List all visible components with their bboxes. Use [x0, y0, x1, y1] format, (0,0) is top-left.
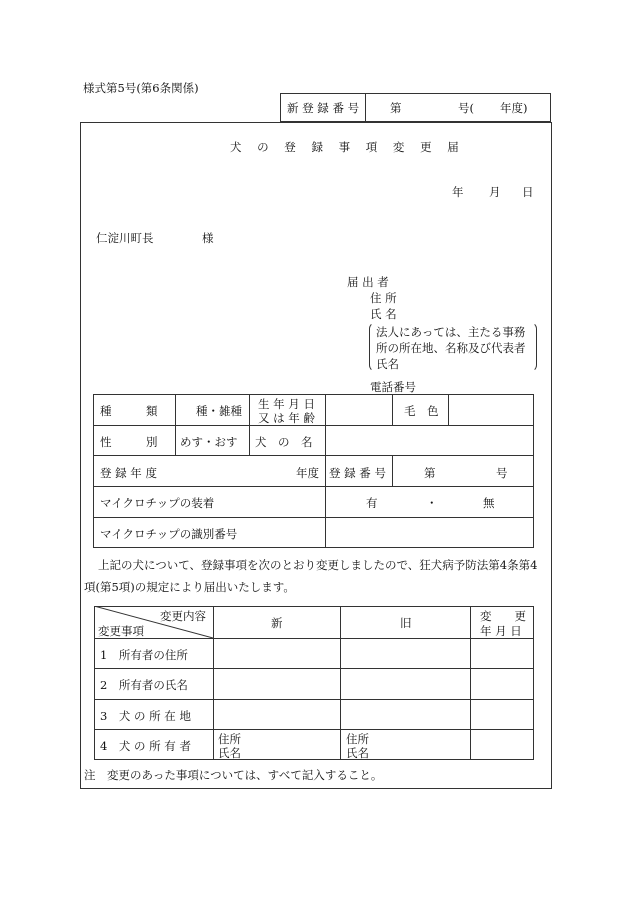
sex-label: 性 別: [100, 435, 158, 449]
change-date-label-2: 年 月 日: [480, 624, 522, 638]
reg-dai: 第: [390, 101, 402, 115]
old-column-label: 旧: [400, 616, 412, 630]
dog-name-label: 犬 の 名: [255, 435, 313, 449]
applicant-address-label: 住 所: [370, 291, 397, 305]
row-dog-owner: 4 犬 の 所 有 者: [100, 739, 191, 753]
form-title: 犬 の 登 録 事 項 変 更 届: [230, 140, 465, 154]
reg-nendo: 年度): [500, 101, 528, 115]
addressee-name: 仁淀川町長: [96, 231, 154, 245]
reg-number-go: 号: [496, 466, 508, 480]
addressee-sama: 様: [202, 231, 214, 245]
footnote: 注 変更のあった事項については、すべて記入すること。: [84, 768, 383, 782]
corp-note-line2: 所の所在地、名称及び代表者: [376, 341, 526, 355]
chip-yes: 有: [366, 496, 378, 510]
chip-no: 無: [483, 496, 495, 510]
date-month: 月: [489, 185, 501, 199]
old-address-label: 住所: [346, 732, 369, 746]
reg-go: 号(: [458, 101, 474, 115]
date-year: 年: [452, 185, 464, 199]
applicant-label: 届 出 者: [347, 275, 389, 289]
kind-label: 種 類: [100, 404, 158, 418]
chip-label: マイクロチップの装着: [100, 496, 215, 510]
birth-label-1: 生 年 月 日: [258, 397, 315, 411]
kind-value: 種・雑種: [196, 404, 242, 418]
birth-label-2: 又 は 年 齢: [258, 411, 315, 425]
change-date-label-1: 変 更: [480, 609, 526, 623]
new-column-label: 新: [271, 616, 283, 630]
new-name-label: 氏名: [218, 746, 241, 760]
corp-note-line1: 法人にあっては、主たる事務: [376, 325, 526, 339]
old-name-label: 氏名: [346, 746, 369, 760]
chip-id-label: マイクロチップの識別番号: [100, 527, 238, 541]
color-label: 毛 色: [404, 404, 439, 418]
change-item-label: 変更事項: [98, 624, 144, 638]
statement-line1: 上記の犬について、登録事項を次のとおり変更しましたので、狂犬病予防法第4条第4: [98, 558, 538, 572]
reg-number-label: 登 録 番 号: [329, 466, 386, 480]
row-dog-location: 3 犬 の 所 在 地: [100, 709, 191, 723]
statement-line2: 項(第5項)の規定により届出いたします。: [84, 580, 295, 594]
date-day: 日: [522, 185, 534, 199]
row-owner-name: 2 所有者の氏名: [100, 678, 188, 692]
reg-number-dai: 第: [424, 466, 436, 480]
sex-value: めす・おす: [180, 435, 238, 449]
form-reference: 様式第5号(第6条関係): [83, 81, 199, 95]
new-registration-number-label: 新 登 録 番 号: [287, 101, 360, 115]
chip-dot: ・: [426, 496, 438, 510]
applicant-phone-label: 電話番号: [370, 380, 416, 394]
reg-year-suffix: 年度: [296, 466, 319, 480]
new-address-label: 住所: [218, 732, 241, 746]
change-content-label: 変更内容: [160, 609, 206, 623]
corp-note-line3: 氏名: [376, 357, 399, 371]
applicant-name-label: 氏 名: [370, 307, 397, 321]
reg-year-label: 登 録 年 度: [100, 466, 157, 480]
row-owner-address: 1 所有者の住所: [100, 648, 188, 662]
